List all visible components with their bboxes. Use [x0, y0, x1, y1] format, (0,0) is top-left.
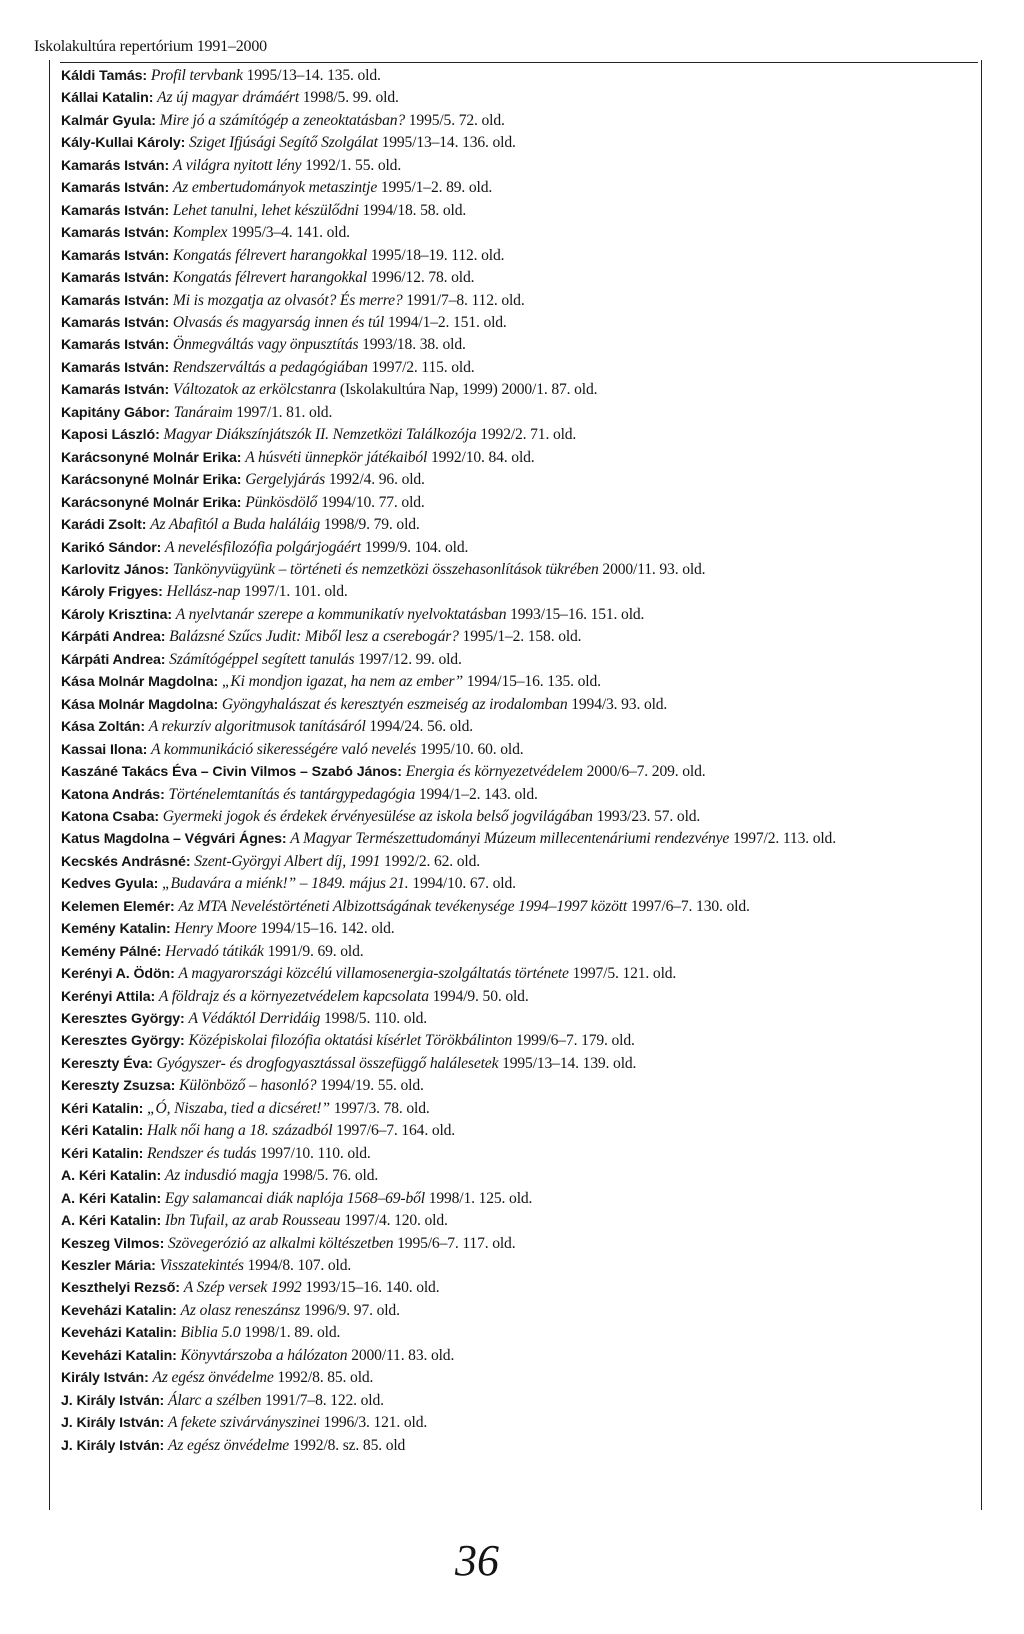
entry-author: Kalmár Gyula:	[61, 112, 156, 129]
entry-reference: 2000/11. 93. old.	[602, 560, 706, 578]
list-item	[61, 424, 976, 446]
entry-title: A nevelésfilozófia polgárjogáért	[165, 538, 361, 556]
list-item	[61, 739, 976, 761]
entry-author: A. Kéri Katalin:	[61, 1213, 162, 1230]
entry-reference: 1996/9. 97. old.	[303, 1301, 400, 1319]
entry-reference: (Iskolakultúra Nap, 1999) 2000/1. 87. old.	[339, 381, 598, 399]
entry-reference: 1997/4. 120. old.	[344, 1212, 448, 1230]
entry-title: Olvasás és magyarság innen és túl	[172, 313, 385, 331]
entry-author: Keszthelyi Rezső:	[61, 1280, 180, 1297]
list-item	[61, 1165, 976, 1187]
entry-title: Egy salamancai diák naplója 1568–69-ből	[164, 1189, 425, 1207]
list-item	[61, 1412, 976, 1434]
entry-reference: 1998/5. 110. old.	[324, 1010, 428, 1028]
entry-title: Gyógyszer- és drogfogyasztással összefüggő halálesetek	[156, 1054, 499, 1072]
entry-author: Keveházi Katalin:	[61, 1302, 177, 1319]
entry-title: Biblia 5.0	[180, 1324, 241, 1342]
entry-title: A fekete szivárványszinei	[167, 1414, 320, 1432]
entry-author: Kaszáné Takács Éva – Civin Vilmos – Szabó János:	[61, 764, 402, 781]
entry-reference: 1999/6–7. 179. old.	[515, 1032, 635, 1050]
entry-reference: 1999/9. 104. old.	[364, 538, 469, 556]
entry-title: Magyar Diákszínjátszók II. Nemzetközi Találkozója	[163, 426, 477, 444]
list-item	[61, 806, 976, 828]
entry-reference: 1992/2. 62. old.	[384, 852, 480, 870]
list-item	[61, 1030, 976, 1052]
list-item	[61, 312, 976, 334]
entry-reference: 1995/3–4. 141. old.	[231, 224, 350, 242]
entry-title: Mire jó a számítógép a zeneoktatásban?	[159, 111, 406, 129]
entry-title: Az új magyar drámáért	[157, 89, 300, 107]
entry-title: A húsvéti ünnepkör játékaiból	[245, 448, 428, 466]
list-item	[61, 290, 976, 312]
entry-title: Az egész önvédelme	[167, 1436, 290, 1454]
entry-reference: 1994/24. 56. old.	[369, 718, 473, 736]
entry-title: Az egész önvédelme	[152, 1369, 274, 1387]
entry-author: Kamarás István:	[61, 180, 170, 197]
entry-author: Kerényi Attila:	[61, 988, 156, 1005]
entry-reference: 1997/5. 121. old.	[572, 965, 677, 983]
entry-reference: 1997/2. 115. old.	[371, 358, 475, 376]
list-item	[61, 694, 976, 716]
entry-author: Kedves Gyula:	[61, 876, 159, 893]
entry-author: Kamarás István:	[61, 359, 170, 376]
list-item	[61, 245, 976, 267]
entry-reference: 1993/18. 38. old.	[362, 336, 466, 354]
entry-author: Kamarás István:	[61, 225, 170, 242]
entry-title: „Ó, Niszaba, tied a dicséret!”	[147, 1099, 330, 1117]
entry-author: Keresztes György:	[61, 1033, 185, 1050]
list-item	[61, 626, 976, 648]
entry-title: Önmegváltás vagy önpusztítás	[172, 336, 359, 354]
entry-author: Katona Csaba:	[61, 808, 160, 825]
entry-author: Kéri Katalin:	[61, 1123, 144, 1140]
entry-reference: 1992/10. 84. old.	[430, 448, 535, 466]
entry-reference: 1995/13–14. 136. old.	[381, 134, 516, 152]
left-margin-line	[49, 60, 50, 1510]
entry-reference: 1995/1–2. 89. old.	[380, 179, 493, 197]
entry-title: Hellász-nap	[166, 583, 241, 601]
entry-title: Visszatekintés	[159, 1257, 244, 1275]
entry-reference: 1994/15–16. 142. old.	[260, 920, 395, 938]
entry-reference: 2000/6–7. 209. old.	[586, 763, 706, 781]
entry-reference: 1998/1. 125. old.	[428, 1189, 533, 1207]
list-item	[61, 110, 976, 132]
entry-reference: 1995/5. 72. old.	[408, 111, 505, 129]
list-item	[61, 851, 976, 873]
page-number: 36	[455, 1536, 499, 1585]
list-item	[61, 873, 976, 895]
list-item	[61, 896, 976, 918]
entry-reference: 1997/1. 101. old.	[244, 583, 348, 601]
entry-reference: 1998/5. 99. old.	[302, 89, 399, 107]
entry-author: Kereszty Éva:	[61, 1055, 153, 1072]
entry-reference: 1994/10. 77. old.	[321, 493, 425, 511]
entry-reference: 1997/6–7. 130. old.	[630, 897, 750, 915]
entry-author: Karácsonyné Molnár Erika:	[61, 494, 242, 511]
right-margin-line	[981, 60, 982, 1510]
entry-title: Rendszerváltás a pedagógiában	[172, 358, 368, 376]
list-item	[61, 604, 976, 626]
entry-author: Kemény Pálné:	[61, 943, 162, 960]
entry-reference: 1991/7–8. 122. old.	[265, 1391, 384, 1409]
list-item	[61, 918, 976, 940]
entry-title: Szent-Györgyi Albert díj, 1991	[194, 852, 381, 870]
entry-reference: 1992/8. 85. old.	[277, 1369, 374, 1387]
entry-reference: 1991/9. 69. old.	[267, 942, 364, 960]
entry-title: Profil tervbank	[150, 67, 243, 84]
entry-author: J. Király István:	[61, 1392, 165, 1409]
running-header: Iskolakultúra repertórium 1991–2000	[34, 38, 267, 55]
entry-author: Kecskés Andrásné:	[61, 853, 191, 870]
entry-author: Király István:	[61, 1370, 149, 1387]
list-item	[61, 87, 976, 109]
entry-author: Károly Frigyes:	[61, 584, 163, 601]
list-item	[61, 1143, 976, 1165]
entry-reference: 1994/10. 67. old.	[412, 875, 516, 893]
entry-title: Mi is mozgatja az olvasót? És merre?	[172, 291, 403, 309]
entry-author: Keszeg Vilmos:	[61, 1235, 165, 1252]
entry-title: Történelemtanítás és tantárgypedagógia	[168, 785, 416, 803]
list-item	[61, 1053, 976, 1075]
list-item	[61, 492, 976, 514]
entry-author: Kása Molnár Magdolna:	[61, 674, 219, 691]
entry-title: Energia és környezetvédelem	[405, 763, 583, 781]
entry-author: Kamarás István:	[61, 270, 170, 287]
entry-reference: 1992/1. 55. old.	[305, 156, 402, 174]
entry-author: Kamarás István:	[61, 157, 170, 174]
entry-reference: 1993/15–16. 151. old.	[510, 605, 645, 623]
entry-reference: 1994/19. 55. old.	[320, 1077, 424, 1095]
entry-reference: 1996/12. 78. old.	[370, 269, 475, 287]
entry-title: Az indusdió magja	[164, 1167, 279, 1185]
entry-title: Gyermeki jogok és érdekek érvényesülése az iskola belső jogvilágában	[162, 807, 593, 825]
list-item	[61, 1367, 976, 1389]
entry-reference: 1995/10. 60. old.	[419, 740, 524, 758]
entry-author: Karikó Sándor:	[61, 539, 162, 556]
entry-author: Kerényi A. Ödön:	[61, 966, 175, 983]
entry-author: Káldi Tamás:	[61, 68, 148, 84]
entry-title: „Ki mondjon igazat, ha nem az ember”	[221, 673, 463, 691]
list-item	[61, 1345, 976, 1367]
entry-reference: 1994/8. 107. old.	[247, 1257, 352, 1275]
entry-reference: 1997/3. 78. old.	[333, 1099, 430, 1117]
entry-title: Az olasz reneszánsz	[180, 1301, 301, 1319]
entry-author: Kárpáti Andrea:	[61, 629, 166, 646]
list-item	[61, 761, 976, 783]
entry-author: Keveházi Katalin:	[61, 1325, 177, 1342]
entry-author: Kassai Ilona:	[61, 741, 148, 758]
list-item	[61, 222, 976, 244]
entry-reference: 1997/12. 99. old.	[358, 650, 462, 668]
list-item	[61, 581, 976, 603]
list-item	[61, 447, 976, 469]
list-item	[61, 1322, 976, 1344]
list-item	[61, 402, 976, 424]
entry-title: Álarc a szélben	[167, 1391, 262, 1409]
entry-title: Balázsné Szűcs Judit: Miből lesz a cserebogár?	[169, 628, 459, 646]
entry-title: A Védáktól Derridáig	[188, 1010, 321, 1028]
entry-author: Kamarás István:	[61, 337, 170, 354]
entry-author: A. Kéri Katalin:	[61, 1190, 162, 1207]
entry-title: Különböző – hasonló?	[179, 1077, 317, 1095]
entry-author: Karácsonyné Molnár Erika:	[61, 449, 242, 466]
list-item	[61, 671, 976, 693]
list-item	[61, 559, 976, 581]
entry-author: Karádi Zsolt:	[61, 517, 147, 534]
entry-reference: 1994/3. 93. old.	[571, 695, 668, 713]
entry-author: J. Király István:	[61, 1415, 165, 1432]
entry-reference: 1995/6–7. 117. old.	[397, 1234, 516, 1252]
entry-title: A magyarországi közcélú villamosenergia-szolgáltatás története	[178, 965, 569, 983]
list-item	[61, 986, 976, 1008]
entry-title: Sziget Ifjúsági Segítő Szolgálat	[189, 134, 378, 152]
entry-title: Középiskolai filozófia oktatási kísérlet Törökbálinton	[188, 1032, 513, 1050]
entry-author: Kamarás István:	[61, 247, 170, 264]
entry-reference: 1997/1. 81. old.	[236, 403, 333, 421]
list-item	[61, 784, 976, 806]
list-item	[61, 267, 976, 289]
entry-reference: 1995/1–2. 158. old.	[462, 628, 582, 646]
entry-title: „Budavára a miénk!” – 1849. május 21.	[162, 875, 409, 893]
entry-reference: 1992/4. 96. old.	[328, 471, 425, 489]
list-item	[61, 514, 976, 536]
entry-title: Henry Moore	[174, 920, 257, 938]
entry-author: Kapitány Gábor:	[61, 404, 170, 421]
entry-author: Karácsonyné Molnár Erika:	[61, 472, 242, 489]
list-item	[61, 1188, 976, 1210]
entry-reference: 1991/7–8. 112. old.	[406, 291, 525, 309]
entry-title: Tanáraim	[173, 403, 233, 421]
entry-title: A Szép versek 1992	[183, 1279, 302, 1297]
entry-author: Kárpáti Andrea:	[61, 651, 166, 668]
entry-author: Kéri Katalin:	[61, 1100, 144, 1117]
entry-title: Gyöngyhalászat és keresztyén eszmeiség az irodalomban	[221, 695, 568, 713]
list-item	[61, 65, 976, 87]
entry-reference: 1992/2. 71. old.	[480, 426, 577, 444]
list-item	[61, 1277, 976, 1299]
entry-author: Kemény Katalin:	[61, 921, 171, 938]
entry-title: Számítógéppel segített tanulás	[169, 650, 355, 668]
entry-author: Keveházi Katalin:	[61, 1347, 177, 1364]
entry-title: A kommunikáció sikerességére való nevelés	[150, 740, 417, 758]
list-item	[61, 941, 976, 963]
list-item	[61, 1075, 976, 1097]
entry-reference: 2000/11. 83. old.	[351, 1346, 455, 1364]
list-item	[61, 828, 976, 850]
entry-author: J. Király István:	[61, 1437, 165, 1454]
entry-author: Kelemen Elemér:	[61, 898, 175, 915]
entry-author: Karlovitz János:	[61, 561, 169, 578]
entry-reference: 1997/10. 110. old.	[259, 1144, 371, 1162]
entry-author: Keszler Mária:	[61, 1258, 156, 1275]
entry-reference: 1992/8. sz. 85. old	[292, 1436, 406, 1454]
entry-reference: 1995/18–19. 112. old.	[370, 246, 505, 264]
list-item	[61, 537, 976, 559]
entry-reference: 1996/3. 121. old.	[323, 1414, 428, 1432]
entry-title: Változatok az erkölcstanra	[172, 381, 337, 399]
list-item	[61, 1008, 976, 1030]
entry-title: Az Abafitól a Buda haláláig	[150, 516, 320, 534]
entry-title: Szövegerózió az alkalmi költészetben	[167, 1234, 394, 1252]
list-item	[61, 132, 976, 154]
entry-reference: 1997/6–7. 164. old.	[336, 1122, 456, 1140]
entry-author: Kamarás István:	[61, 292, 170, 309]
header-rule	[60, 62, 978, 63]
entry-reference: 1994/15–16. 135. old.	[466, 673, 601, 691]
bibliography-list	[61, 65, 976, 1457]
entry-title: A rekurzív algoritmusok tanításáról	[148, 718, 366, 736]
entry-reference: 1997/2. 113. old.	[732, 830, 836, 848]
list-item	[61, 357, 976, 379]
entry-author: Kereszty Zsuzsa:	[61, 1078, 176, 1095]
entry-author: Katus Magdolna – Végvári Ágnes:	[61, 831, 287, 848]
entry-author: Kamarás István:	[61, 314, 170, 331]
entry-reference: 1998/1. 89. old.	[244, 1324, 341, 1342]
entry-title: A Magyar Természettudományi Múzeum millecentenáriumi rendezvénye	[290, 830, 730, 848]
list-item	[61, 334, 976, 356]
entry-reference: 1993/15–16. 140. old.	[305, 1279, 440, 1297]
entry-reference: 1995/13–14. 135. old.	[246, 67, 381, 84]
entry-author: Katona András:	[61, 786, 165, 803]
entry-reference: 1994/9. 50. old.	[432, 987, 529, 1005]
entry-title: Gergelyjárás	[245, 471, 326, 489]
list-item	[61, 1098, 976, 1120]
entry-title: Az embertudományok metaszintje	[172, 179, 378, 197]
entry-title: Kongatás félrevert harangokkal	[172, 269, 368, 287]
list-item	[61, 1233, 976, 1255]
list-item	[61, 1210, 976, 1232]
entry-reference: 1998/5. 76. old.	[282, 1167, 379, 1185]
entry-author: Kamarás István:	[61, 382, 170, 399]
entry-author: Kása Zoltán:	[61, 719, 145, 736]
entry-title: Halk női hang a 18. századból	[147, 1122, 333, 1140]
list-item	[61, 716, 976, 738]
entry-reference: 1994/1–2. 143. old.	[418, 785, 538, 803]
entry-title: Pünkösdölő	[245, 493, 318, 511]
entry-title: Az MTA Neveléstörténeti Albizottságának tevékenysége 1994–1997 között	[178, 897, 628, 915]
entry-title: Rendszer és tudás	[147, 1144, 257, 1162]
entry-title: Tankönyvügyünk – történeti és nemzetközi összehasonlítások tükrében	[172, 560, 599, 578]
entry-title: Komplex	[172, 224, 228, 242]
entry-author: A. Kéri Katalin:	[61, 1168, 162, 1185]
list-item	[61, 200, 976, 222]
entry-reference: 1994/18. 58. old.	[362, 201, 467, 219]
list-item	[61, 1255, 976, 1277]
entry-author: Kály-Kullai Károly:	[61, 135, 186, 152]
list-item	[61, 155, 976, 177]
entry-author: Keresztes György:	[61, 1011, 185, 1028]
list-item	[61, 1390, 976, 1412]
entry-title: A világra nyitott lény	[172, 156, 302, 174]
entry-author: Károly Krisztina:	[61, 606, 173, 623]
entry-author: Kása Molnár Magdolna:	[61, 696, 219, 713]
list-item	[61, 963, 976, 985]
entry-title: Kongatás félrevert harangokkal	[172, 246, 368, 264]
list-item	[61, 177, 976, 199]
entry-author: Kállai Katalin:	[61, 90, 154, 107]
list-item	[61, 1120, 976, 1142]
list-item	[61, 379, 976, 401]
entry-author: Kamarás István:	[61, 202, 170, 219]
entry-reference: 1994/1–2. 151. old.	[387, 313, 507, 331]
entry-author: Kaposi László:	[61, 427, 160, 444]
list-item	[61, 1435, 976, 1457]
list-item	[61, 1300, 976, 1322]
entry-title: Lehet tanulni, lehet készülődni	[172, 201, 359, 219]
entry-author: Kéri Katalin:	[61, 1145, 144, 1162]
entry-reference: 1993/23. 57. old.	[596, 807, 701, 825]
entry-title: A nyelvtanár szerepe a kommunikatív nyelvoktatásban	[175, 605, 507, 623]
entry-reference: 1998/9. 79. old.	[323, 516, 420, 534]
entry-title: Könyvtárszoba a hálózaton	[180, 1346, 348, 1364]
entry-reference: 1995/13–14. 139. old.	[502, 1054, 637, 1072]
entry-title: Ibn Tufail, az arab Rousseau	[164, 1212, 341, 1230]
entry-title: Hervadó tátikák	[165, 942, 264, 960]
list-item	[61, 469, 976, 491]
list-item	[61, 649, 976, 671]
entry-title: A földrajz és a környezetvédelem kapcsolata	[158, 987, 429, 1005]
